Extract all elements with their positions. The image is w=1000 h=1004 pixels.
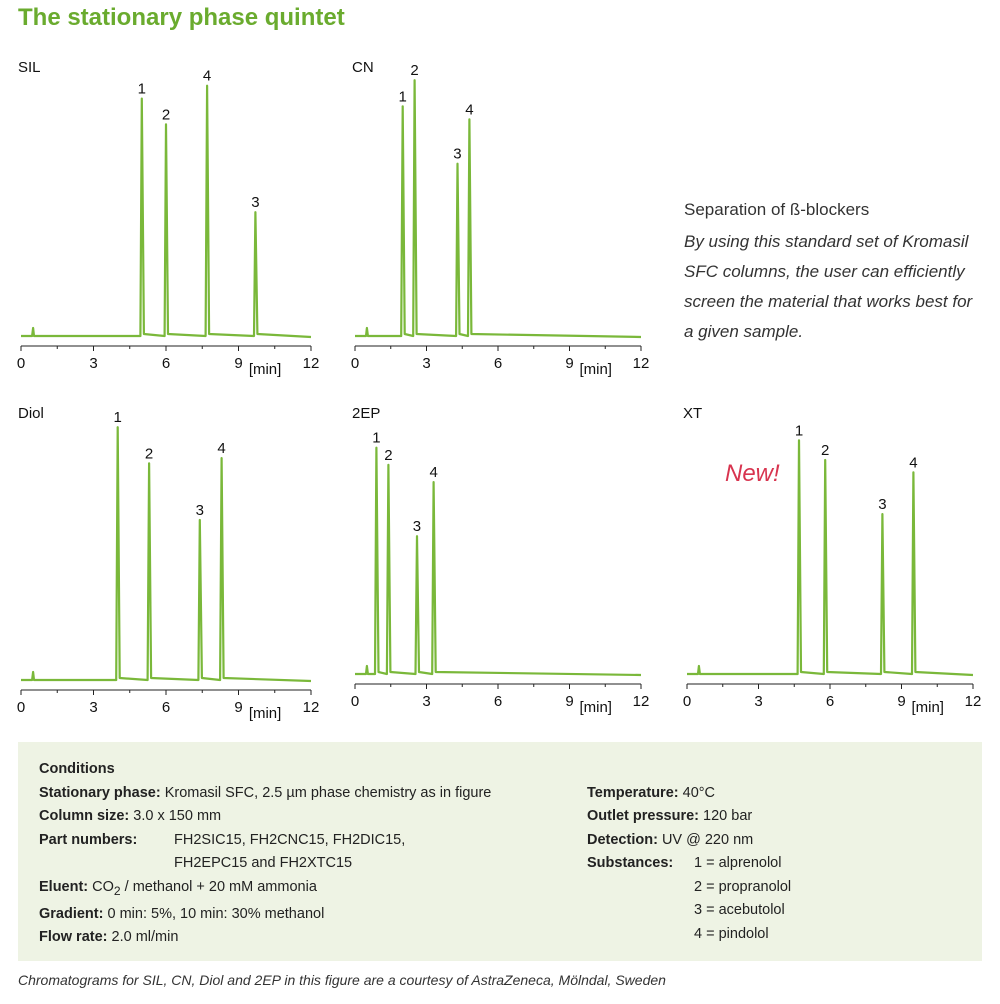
description-block: [684, 195, 984, 347]
peak-apex-2: [388, 464, 390, 466]
temperature-label: Temperature:: [587, 784, 679, 801]
x-tick-label: 12: [632, 693, 650, 710]
peak-label-4: 4: [429, 464, 438, 482]
new-badge: New!: [725, 460, 780, 487]
peak-label-2: 2: [161, 106, 171, 124]
peak-label-1: 1: [137, 80, 147, 98]
temperature-value: 40°C: [682, 784, 716, 801]
peak-label-4: 4: [217, 440, 226, 458]
x-tick-label: 12: [302, 355, 320, 372]
eluent-rest: / methanol + 20 mM ammonia: [120, 878, 317, 895]
eluent-label: Eluent:: [39, 878, 89, 895]
x-tick-label: 0: [16, 355, 26, 372]
conditions-panel: [18, 742, 982, 961]
gradient-row: [39, 903, 491, 927]
x-tick-label: 3: [89, 699, 98, 716]
peak-label-3: 3: [878, 496, 887, 514]
x-tick-label: 6: [161, 355, 171, 372]
peak-apex-1: [376, 447, 378, 449]
substance-item: 1 = alprenolol: [694, 855, 782, 871]
x-tick-label: 6: [493, 355, 503, 372]
peak-apex-1: [141, 98, 143, 100]
peak-apex-4: [433, 481, 435, 483]
x-tick-label: 3: [754, 693, 763, 710]
x-tick-label: 12: [632, 355, 650, 372]
panel-label: SIL: [18, 59, 41, 76]
outlet-pressure-row: [587, 805, 791, 829]
chromatogram-panel-diol: [17, 405, 320, 722]
peak-label-1: 1: [794, 422, 804, 440]
x-tick-label: 6: [825, 693, 835, 710]
flow-rate-value: 2.0 ml/min: [111, 929, 179, 946]
peak-apex-1: [117, 426, 119, 428]
x-tick-label: 12: [302, 699, 320, 716]
peak-label-2: 2: [410, 62, 419, 80]
substances-label: Substances:: [587, 855, 674, 871]
peak-apex-4: [913, 471, 915, 473]
peak-apex-3: [416, 535, 418, 537]
panel-label: XT: [683, 405, 703, 422]
substance-item: 3 = acebutolol: [694, 902, 785, 918]
chromatogram-trace: [355, 80, 641, 337]
peak-label-3: 3: [412, 518, 422, 536]
x-tick-label: 9: [897, 693, 906, 710]
peak-apex-4: [221, 457, 223, 459]
description-heading: Separation of ß-blockers: [684, 200, 870, 219]
panel-label: 2EP: [352, 405, 381, 422]
x-axis-unit-label: [min]: [579, 699, 612, 716]
conditions-title: Conditions: [39, 761, 115, 777]
column-size-row: [39, 805, 491, 829]
chromatogram-trace: [21, 427, 311, 681]
part-numbers-line2: FH2EPC15 and FH2XTC15: [174, 855, 353, 871]
peak-apex-1: [798, 440, 800, 442]
peak-label-1: 1: [398, 88, 407, 106]
part-numbers-line1: FH2SIC15, FH2CNC15, FH2DIC15,: [174, 831, 406, 848]
peak-apex-2: [165, 124, 167, 126]
peak-apex-3: [199, 519, 201, 521]
gradient-label: Gradient:: [39, 905, 104, 922]
column-size-label: Column size:: [39, 808, 130, 824]
conditions-left-column: [39, 758, 491, 950]
x-axis-unit-label: [min]: [579, 361, 612, 378]
x-tick-label: 9: [565, 693, 574, 710]
detection-label: Detection:: [587, 831, 658, 848]
x-axis-unit-label: [min]: [248, 705, 282, 722]
x-axis-unit-label: [min]: [248, 361, 282, 378]
substances-row: [587, 852, 791, 876]
x-tick-label: 3: [422, 693, 431, 710]
x-tick-label: 0: [350, 355, 360, 372]
peak-apex-1: [402, 106, 404, 108]
peak-label-4: 4: [465, 101, 474, 119]
x-tick-label: 6: [161, 699, 171, 716]
peak-label-1: 1: [113, 409, 122, 427]
peak-apex-2: [414, 79, 416, 81]
peak-apex-3: [882, 513, 884, 515]
substance-item: 4 = pindolol: [694, 925, 769, 942]
panel-label: Diol: [18, 405, 44, 422]
page-title: The stationary phase quintet: [18, 4, 345, 31]
x-tick-label: 0: [350, 693, 360, 710]
stationary-phase-row: [39, 782, 491, 806]
x-tick-label: 3: [422, 355, 431, 372]
stationary-phase-value: Kromasil SFC, 2.5 µm phase chemistry as in figure: [164, 784, 492, 801]
eluent-co2: CO: [92, 878, 114, 895]
gradient-value: 0 min: 5%, 10 min: 30% methanol: [107, 905, 325, 922]
substance-item: 2 = propranolol: [694, 878, 792, 895]
flow-rate-row: [39, 926, 491, 950]
peak-label-1: 1: [372, 429, 381, 447]
footnote: Chromatograms for SIL, CN, Diol and 2EP in this figure are a courtesy of AstraZeneca, Mölndal, Sweden: [18, 972, 666, 988]
peak-label-2: 2: [821, 441, 830, 459]
chromatogram-panel-2ep: [351, 405, 650, 716]
chromatogram-panel-sil: [17, 59, 320, 378]
column-size-value: 3.0 x 150 mm: [133, 808, 222, 824]
outlet-pressure-label: Outlet pressure:: [587, 808, 699, 824]
outlet-pressure-value: 120 bar: [703, 808, 753, 824]
peak-label-3: 3: [195, 502, 205, 520]
x-tick-label: 0: [16, 699, 26, 716]
x-tick-label: 9: [565, 355, 574, 372]
detection-value: UV @ 220 nm: [661, 831, 754, 848]
peak-apex-3: [255, 211, 257, 213]
x-tick-label: 6: [493, 693, 503, 710]
stationary-phase-label: Stationary phase:: [39, 784, 161, 801]
peak-apex-4: [469, 119, 471, 121]
x-tick-label: 3: [89, 355, 98, 372]
peak-apex-2: [148, 462, 150, 464]
peak-label-3: 3: [453, 145, 462, 163]
part-numbers-row: [39, 829, 491, 853]
peak-label-4: 4: [909, 454, 918, 472]
part-numbers-label: Part numbers:: [39, 831, 138, 848]
flow-rate-label: Flow rate:: [39, 929, 108, 946]
temperature-row: [587, 782, 791, 806]
peak-apex-3: [457, 163, 459, 165]
chromatogram-panels: [17, 59, 982, 722]
peak-apex-2: [824, 459, 826, 461]
x-tick-label: 12: [964, 693, 982, 710]
peak-label-4: 4: [202, 67, 212, 85]
panel-label: CN: [352, 59, 374, 76]
eluent-subscript: 2: [113, 883, 121, 898]
peak-apex-4: [206, 85, 208, 87]
peak-label-2: 2: [144, 445, 154, 463]
peak-label-2: 2: [384, 446, 393, 464]
x-axis-unit-label: [min]: [911, 699, 944, 716]
description-body: By using this standard set of Kromasil SFC columns, the user can efficiently screen the material that works best for a given sample.: [684, 232, 973, 341]
eluent-row: [39, 876, 491, 903]
peak-label-3: 3: [251, 194, 260, 212]
x-tick-label: 0: [682, 693, 692, 710]
detection-row: [587, 829, 791, 853]
x-tick-label: 9: [234, 355, 243, 372]
conditions-right-column: [587, 782, 791, 947]
chromatogram-panel-cn: [351, 59, 650, 378]
chromatogram-trace: [355, 448, 641, 675]
x-tick-label: 9: [234, 699, 243, 716]
chromatogram-panel-xt: [683, 405, 982, 716]
